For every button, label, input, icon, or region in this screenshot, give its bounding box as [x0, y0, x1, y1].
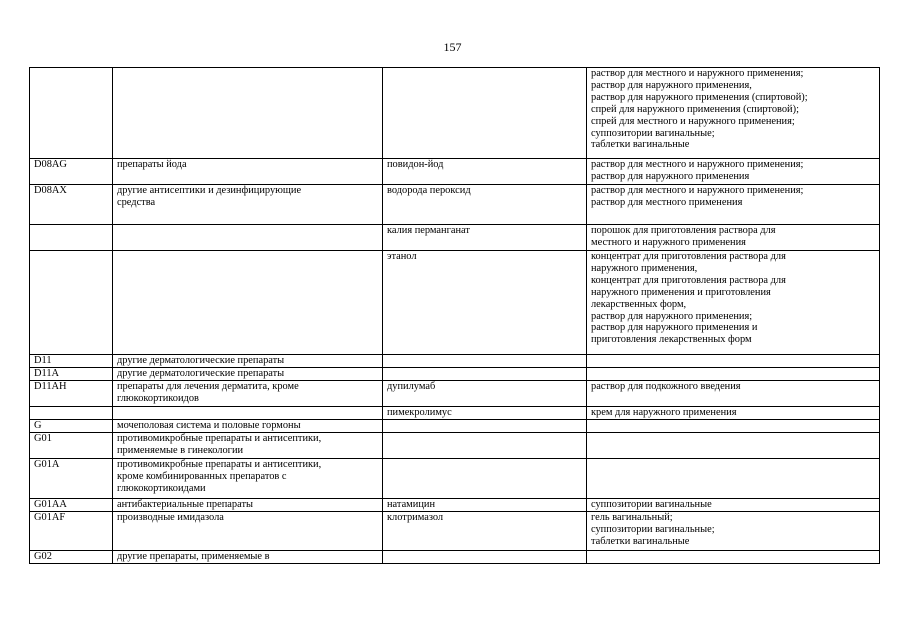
dosage-form-cell — [587, 459, 880, 499]
atc-code-cell: G — [30, 420, 113, 433]
dosage-form-cell: суппозитории вагинальные — [587, 499, 880, 512]
table-row — [30, 512, 880, 551]
atc-code-cell: G01AA — [30, 499, 113, 512]
table-row — [30, 420, 880, 433]
drug-name-cell — [383, 68, 587, 159]
drug-name-cell: водорода пероксид — [383, 185, 587, 225]
drug-name-cell — [383, 420, 587, 433]
dosage-form-cell: концентрат для приготовления раствора для наружного применения, концентрат для приготовления раствора для наружного применения и приготовления лекарственных форм, раствор для наружного применения; раствор для наружного применения и приготовления лекарственных форм — [587, 251, 880, 355]
group-name-cell: препараты йода — [113, 159, 383, 185]
group-name-cell: другие дерматологические препараты — [113, 368, 383, 381]
atc-code-cell: G01 — [30, 433, 113, 459]
dosage-form-cell: порошок для приготовления раствора для местного и наружного применения — [587, 225, 880, 251]
group-name-cell: противомикробные препараты и антисептики, применяемые в гинекологии — [113, 433, 383, 459]
table-row — [30, 251, 880, 355]
table-row — [30, 159, 880, 185]
drug-name-cell: повидон-йод — [383, 159, 587, 185]
atc-code-cell: D08AG — [30, 159, 113, 185]
group-name-cell: другие дерматологические препараты — [113, 355, 383, 368]
atc-code-cell: D11A — [30, 368, 113, 381]
page-number: 157 — [443, 40, 462, 54]
table-row — [30, 355, 880, 368]
drug-name-cell: этанол — [383, 251, 587, 355]
atc-code-cell: G01AF — [30, 512, 113, 551]
drug-name-cell — [383, 433, 587, 459]
atc-code-cell — [30, 68, 113, 159]
group-name-cell: мочеполовая система и половые гормоны — [113, 420, 383, 433]
dosage-form-cell: раствор для подкожного введения — [587, 381, 880, 407]
table-row — [30, 68, 880, 159]
dosage-form-cell — [587, 551, 880, 564]
group-name-cell — [113, 225, 383, 251]
drug-name-cell — [383, 459, 587, 499]
drug-name-cell — [383, 551, 587, 564]
drug-name-cell: калия перманганат — [383, 225, 587, 251]
atc-code-cell — [30, 251, 113, 355]
atc-code-cell: D08AX — [30, 185, 113, 225]
table-row — [30, 381, 880, 407]
table-row — [30, 551, 880, 564]
table-row — [30, 433, 880, 459]
group-name-cell — [113, 251, 383, 355]
atc-code-cell: D11 — [30, 355, 113, 368]
group-name-cell: противомикробные препараты и антисептики, кроме комбинированных препаратов с глюкокортикоидами — [113, 459, 383, 499]
dosage-form-cell — [587, 433, 880, 459]
atc-code-cell — [30, 407, 113, 420]
atc-code-cell: G01A — [30, 459, 113, 499]
drug-name-cell: клотримазол — [383, 512, 587, 551]
drug-name-cell — [383, 368, 587, 381]
dosage-form-cell — [587, 368, 880, 381]
drug-table — [29, 67, 880, 564]
table-row — [30, 368, 880, 381]
group-name-cell: другие препараты, применяемые в — [113, 551, 383, 564]
dosage-form-cell: гель вагинальный; суппозитории вагинальные; таблетки вагинальные — [587, 512, 880, 551]
dosage-form-cell: крем для наружного применения — [587, 407, 880, 420]
group-name-cell: производные имидазола — [113, 512, 383, 551]
table-row — [30, 459, 880, 499]
dosage-form-cell — [587, 420, 880, 433]
group-name-cell — [113, 407, 383, 420]
drug-name-cell: дупилумаб — [383, 381, 587, 407]
table-row — [30, 185, 880, 225]
table-row — [30, 407, 880, 420]
group-name-cell — [113, 68, 383, 159]
table-row — [30, 225, 880, 251]
drug-name-cell — [383, 355, 587, 368]
dosage-form-cell — [587, 355, 880, 368]
group-name-cell: другие антисептики и дезинфицирующие средства — [113, 185, 383, 225]
drug-name-cell: натамицин — [383, 499, 587, 512]
drug-name-cell: пимекролимус — [383, 407, 587, 420]
group-name-cell: препараты для лечения дерматита, кроме глюкокортикоидов — [113, 381, 383, 407]
table-row — [30, 499, 880, 512]
dosage-form-cell: раствор для местного и наружного применения; раствор для местного применения — [587, 185, 880, 225]
group-name-cell: антибактериальные препараты — [113, 499, 383, 512]
dosage-form-cell: раствор для местного и наружного применения; раствор для наружного применения — [587, 159, 880, 185]
dosage-form-cell: раствор для местного и наружного применения; раствор для наружного применения, раствор для наружного применения (спиртовой); спрей для наружного применения (спиртовой); спрей для местного и наружного применения; суппозитории вагинальные; таблетки вагинальные — [587, 68, 880, 159]
atc-code-cell — [30, 225, 113, 251]
atc-code-cell: G02 — [30, 551, 113, 564]
atc-code-cell: D11AH — [30, 381, 113, 407]
